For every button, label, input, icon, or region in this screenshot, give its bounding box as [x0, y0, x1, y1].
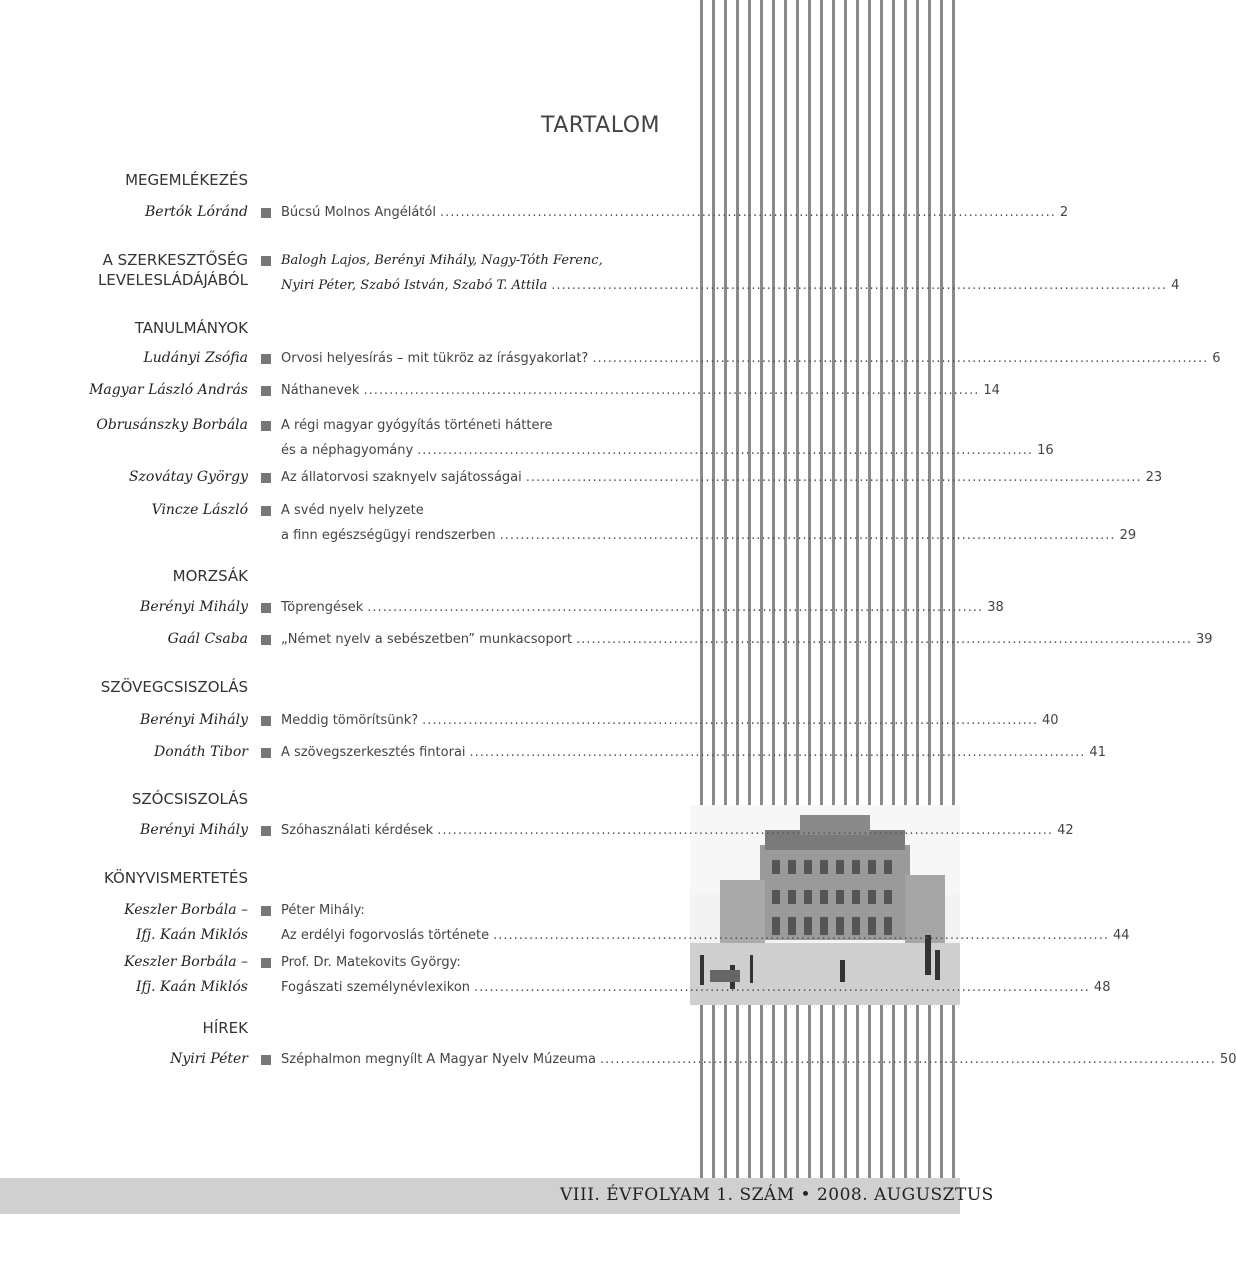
page-number: 14 [983, 383, 1000, 398]
entry-title-text: Az állatorvosi szaknyelv sajátosságai [281, 470, 522, 485]
section-heading-line: SZÖVEGCSISZOLÁS [100, 678, 248, 696]
entry-title-text: Orvosi helyesírás – mit tükröz az írásgyakorlat? [281, 351, 589, 366]
square-bullet-icon [261, 208, 271, 218]
page-number: 4 [1171, 278, 1180, 293]
entry-title-line [281, 595, 1004, 620]
entry-title-text: Náthanevek [281, 383, 360, 398]
dot-leader: ........................................................................................................................ [525, 470, 1142, 485]
entry-title[interactable] [281, 378, 1000, 403]
square-bullet-icon [261, 354, 271, 364]
entry-title-line: A svéd nyelv helyzete [281, 503, 424, 518]
entry-title-text: Búcsú Molnos Angélától [281, 205, 436, 220]
entry-author [140, 818, 248, 843]
entry-author-line: Magyar László András [89, 382, 248, 398]
entry-title-text: Az erdélyi fogorvoslás története [281, 928, 490, 943]
dot-leader: ........................................................................................................................ [551, 278, 1168, 293]
section-heading-line: MORZSÁK [172, 567, 248, 585]
entry-author [152, 498, 248, 523]
entry-title-text: Töprengések [281, 600, 364, 615]
entry-title-line: Prof. Dr. Matekovits György: [281, 955, 461, 970]
entry-author [168, 627, 248, 652]
section-heading-line: HÍREK [202, 1019, 248, 1037]
entry-title-line [281, 740, 1106, 765]
entry-author [124, 898, 248, 948]
square-bullet-icon [261, 421, 271, 431]
entry-title-text: Szóhasználati kérdések [281, 823, 434, 838]
entry-title-line [281, 708, 1059, 733]
dot-leader: ........................................................................................................................ [363, 383, 980, 398]
section-heading [173, 566, 248, 586]
square-bullet-icon [261, 506, 271, 516]
square-bullet-icon [261, 256, 271, 266]
dot-leader: ........................................................................................................................ [600, 1052, 1216, 1067]
dot-leader: ........................................................................................................................ [592, 351, 1209, 366]
page-number: 39 [1196, 632, 1213, 647]
section-heading-line: MEGEMLÉKEZÉS [125, 171, 248, 189]
section-heading [98, 250, 248, 290]
dot-leader: ........................................................................................................................ [469, 745, 1086, 760]
section-heading [132, 789, 248, 809]
entry-title-line [281, 438, 1054, 463]
entry-title[interactable] [281, 200, 1069, 225]
page-number: 42 [1057, 823, 1074, 838]
entry-title-text: A szövegszerkesztés fintorai [281, 745, 466, 760]
section-heading-line: TANULMÁNYOK [134, 319, 248, 337]
entry-author-line: Gaál Csaba [167, 631, 248, 647]
entry-title[interactable] [281, 898, 1130, 948]
entry-author [140, 595, 248, 620]
issue-footer: VIII. ÉVFOLYAM 1. SZÁM • 2008. AUGUSZTUS [560, 1185, 994, 1205]
section-heading-line: LEVELESLÁDÁJÁBÓL [97, 271, 248, 289]
dot-leader: ........................................................................................................................ [576, 632, 1192, 647]
section-heading-line: SZÓCSISZOLÁS [131, 790, 248, 808]
page-number: 44 [1112, 928, 1130, 943]
entry-author-line: Keszler Borbála – [124, 954, 248, 970]
entry-author [140, 708, 248, 733]
entry-author [145, 200, 248, 225]
entry-author-line: Szovátay György [128, 469, 248, 485]
entry-title[interactable] [281, 465, 1163, 490]
page-number: 48 [1093, 980, 1111, 995]
page-number: 41 [1089, 745, 1106, 760]
entry-author-line: Ifj. Kaán Miklós [136, 927, 248, 943]
dot-leader: ........................................................................................................................ [417, 443, 1034, 458]
entry-author-line: Keszler Borbála – [124, 902, 248, 918]
dot-leader: ........................................................................................................................ [499, 528, 1116, 543]
page-number: 23 [1145, 470, 1163, 485]
square-bullet-icon [261, 603, 271, 613]
entry-title-line: Balogh Lajos, Berényi Mihály, Nagy-Tóth Ferenc, [281, 253, 603, 268]
entry-title[interactable] [281, 248, 1180, 298]
section-heading-line: A SZERKESZTŐSÉG [102, 251, 248, 269]
entry-title-line [281, 627, 1213, 652]
dot-leader: ........................................................................................................................ [474, 980, 1090, 995]
square-bullet-icon [261, 716, 271, 726]
entry-title-text: Széphalmon megnyílt A Magyar Nyelv Múzeuma [281, 1052, 597, 1067]
entry-title[interactable] [281, 498, 1137, 548]
entry-title-line: Péter Mihály: [281, 903, 365, 918]
entry-author [143, 346, 248, 371]
entry-title-line [281, 200, 1069, 225]
entry-author [170, 1047, 248, 1072]
entry-title[interactable] [281, 413, 1054, 463]
section-heading [203, 1018, 248, 1038]
entry-title-line [281, 1047, 1236, 1072]
entry-title-line: A régi magyar gyógyítás történeti háttere [281, 418, 553, 433]
entry-title[interactable] [281, 818, 1074, 843]
entry-title-text: Nyiri Péter, Szabó István, Szabó T. Attila [281, 278, 548, 293]
section-heading [125, 170, 248, 190]
entry-title[interactable] [281, 950, 1111, 1000]
entry-title-text: Meddig tömörítsünk? [281, 713, 419, 728]
square-bullet-icon [261, 1055, 271, 1065]
entry-author [129, 465, 248, 490]
square-bullet-icon [261, 826, 271, 836]
square-bullet-icon [261, 748, 271, 758]
entry-title-line [281, 975, 1111, 1000]
entry-title-line [281, 465, 1163, 490]
dot-leader: ........................................................................................................................ [437, 823, 1054, 838]
page-number: 38 [987, 600, 1004, 615]
entry-title[interactable] [281, 346, 1221, 371]
entry-author-line: Vincze László [151, 502, 248, 518]
entry-author-line: Donáth Tibor [153, 744, 248, 760]
entry-title-line [281, 346, 1221, 371]
page-number: 29 [1119, 528, 1137, 543]
entry-title-text: a finn egészségügyi rendszerben [281, 528, 496, 543]
entry-author [96, 413, 248, 438]
section-heading [135, 318, 248, 338]
section-heading [104, 868, 248, 888]
page-number: 6 [1212, 351, 1221, 366]
entry-author-line: Obrusánszky Borbála [96, 417, 248, 433]
entry-title[interactable] [281, 740, 1106, 765]
entry-title[interactable] [281, 595, 1004, 620]
page-title: TARTALOM [540, 113, 660, 138]
page-number: 40 [1042, 713, 1059, 728]
square-bullet-icon [261, 473, 271, 483]
entry-author [89, 378, 248, 403]
entry-author [154, 740, 248, 765]
entry-title-line [281, 273, 1180, 298]
entry-author-line: Berényi Mihály [140, 599, 248, 615]
square-bullet-icon [261, 635, 271, 645]
entry-title-line [281, 523, 1137, 548]
entry-author-line: Ifj. Kaán Miklós [136, 979, 248, 995]
dot-leader: ........................................................................................................................ [367, 600, 984, 615]
entry-author-line: Berényi Mihály [140, 712, 248, 728]
entry-title-text: Fogászati személynévlexikon [281, 980, 471, 995]
page-number: 16 [1037, 443, 1054, 458]
page-number: 2 [1059, 205, 1069, 220]
entry-title-line [281, 818, 1074, 843]
entry-author-line: Nyiri Péter [170, 1051, 248, 1067]
entry-title[interactable] [281, 627, 1213, 652]
dot-leader: ........................................................................................................................ [493, 928, 1109, 943]
entry-author-line: Bertók Lóránd [145, 204, 248, 220]
entry-title[interactable] [281, 1047, 1236, 1072]
section-heading [101, 677, 248, 697]
entry-title-text: és a néphagyomány [281, 443, 414, 458]
square-bullet-icon [261, 386, 271, 396]
page-number: 50 [1219, 1052, 1236, 1067]
entry-title[interactable] [281, 708, 1059, 733]
entry-title-line [281, 378, 1000, 403]
section-heading-line: KÖNYVISMERTETÉS [104, 869, 248, 887]
square-bullet-icon [261, 906, 271, 916]
dot-leader: ........................................................................................................................ [439, 205, 1056, 220]
dot-leader: ........................................................................................................................ [422, 713, 1039, 728]
square-bullet-icon [261, 958, 271, 968]
entry-author-line: Ludányi Zsófia [143, 350, 248, 366]
entry-title-line [281, 923, 1130, 948]
entry-author [124, 950, 248, 1000]
entry-author-line: Berényi Mihály [140, 822, 248, 838]
entry-title-text: „Német nyelv a sebészetben” munkacsoport [281, 632, 573, 647]
